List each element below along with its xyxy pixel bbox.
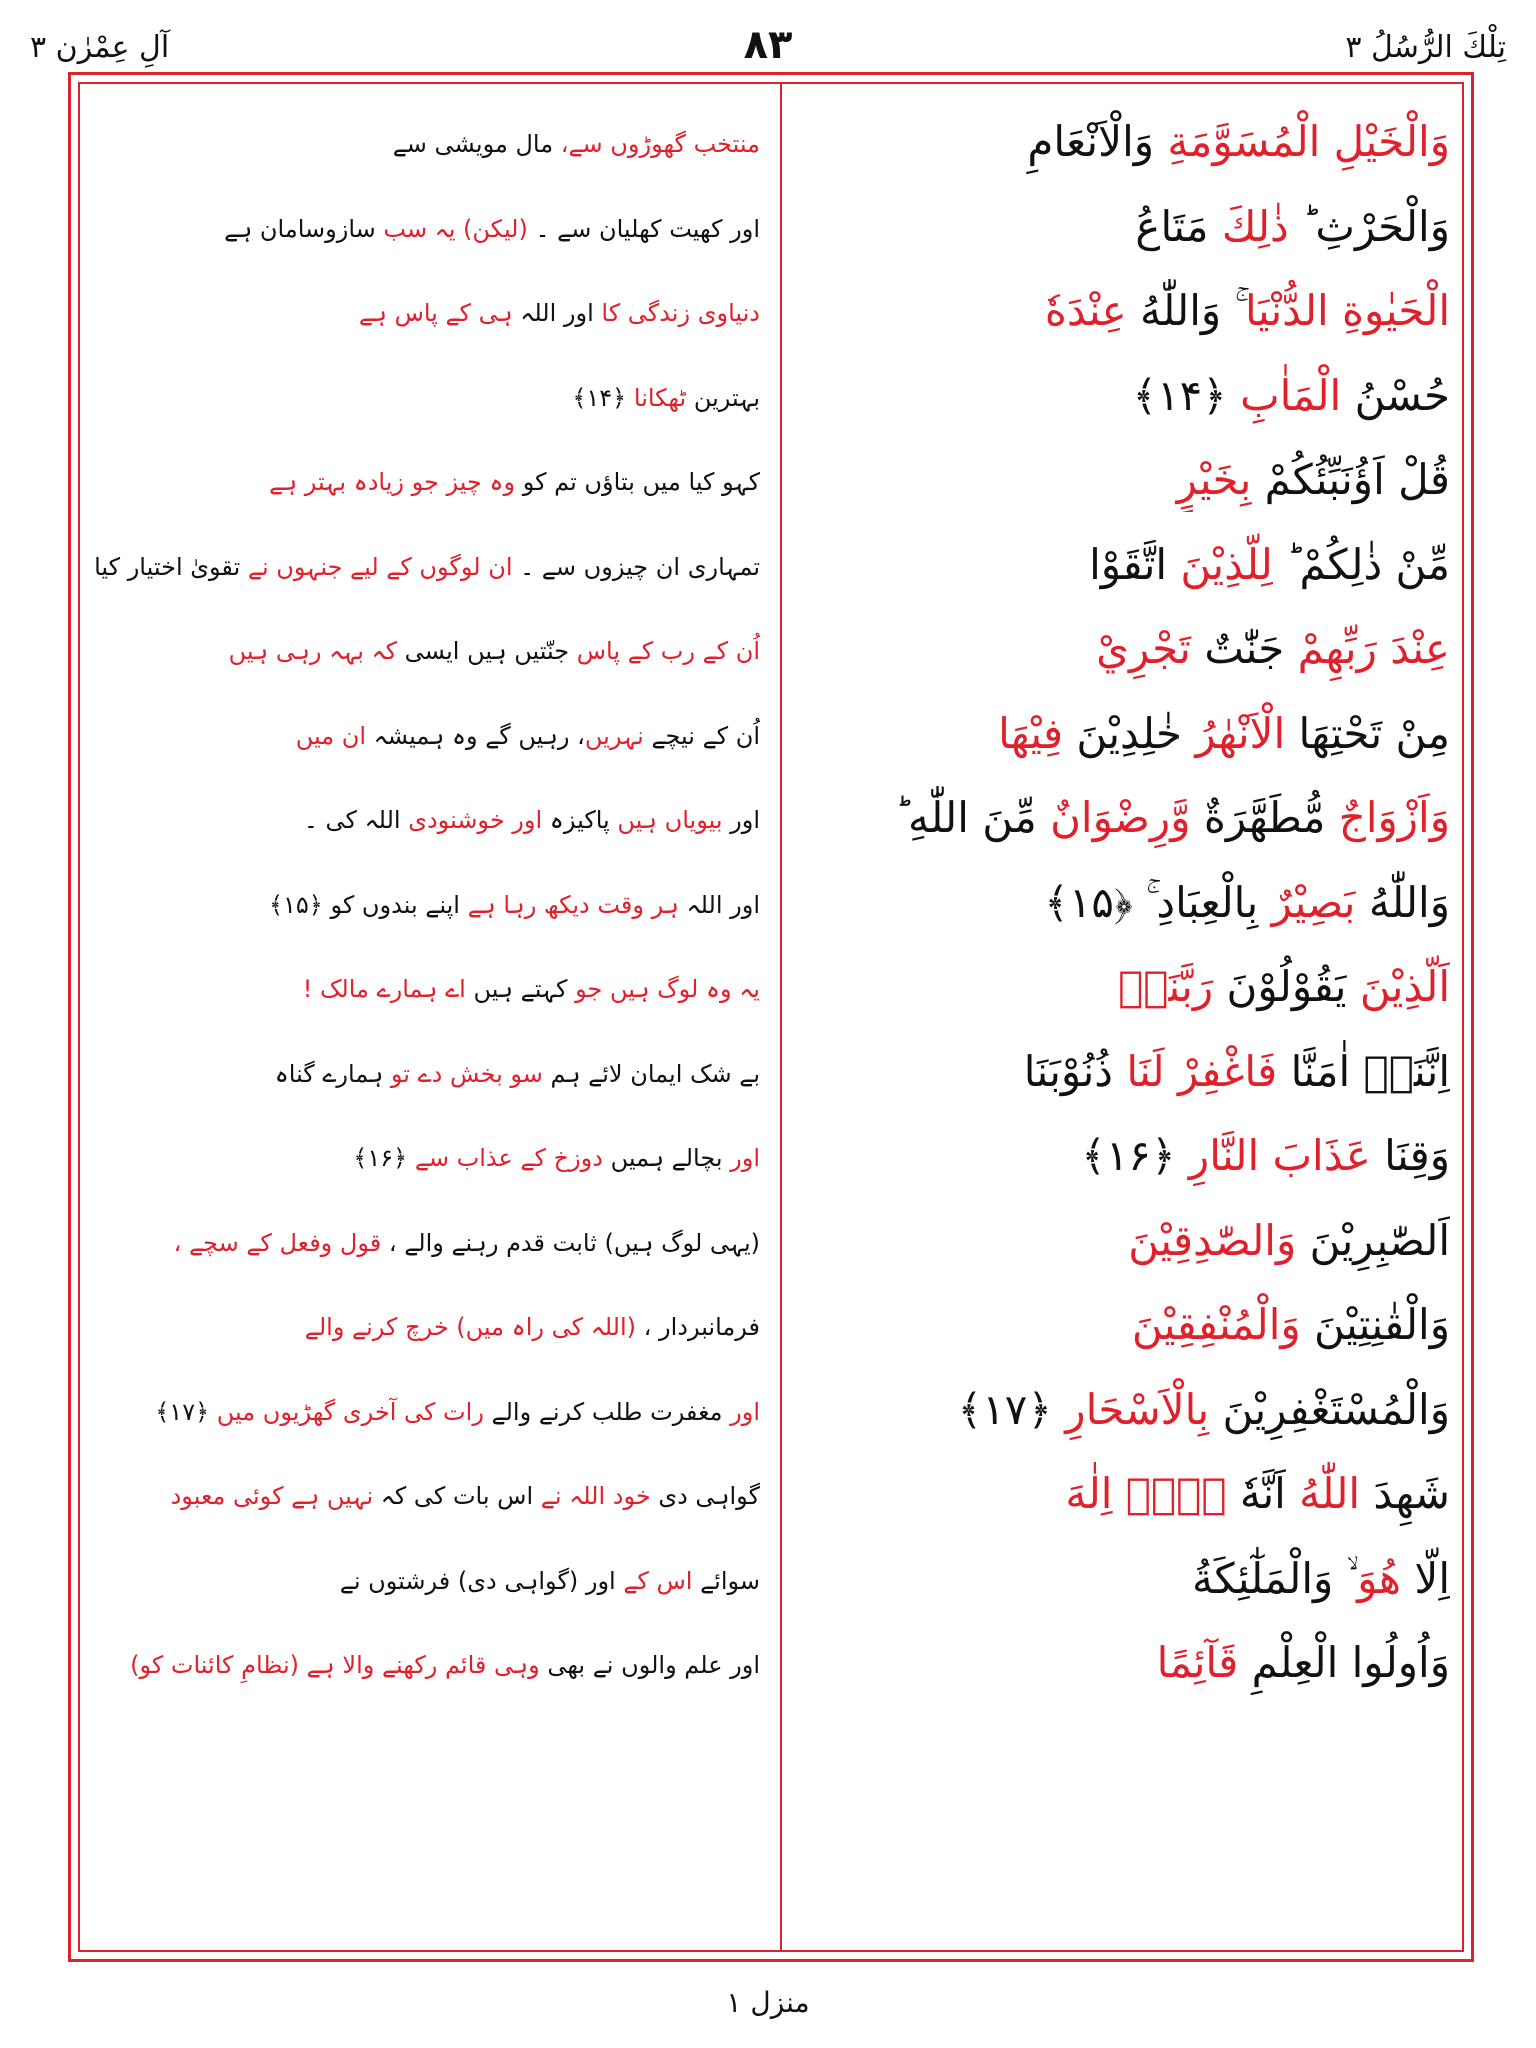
arabic-verse: [790, 1209, 1450, 1273]
arabic-segment: خٰلِدِيْنَ: [1063, 708, 1196, 758]
arabic-segment: اَلصّٰبِرِيْنَ: [1296, 1215, 1450, 1265]
urdu-segment: اور: [722, 806, 760, 834]
arabic-verse: [790, 955, 1450, 1019]
verse-row: [80, 607, 1462, 691]
verse-row: [80, 269, 1462, 353]
urdu-segment: نہیں ہے کوئی معبود: [170, 1482, 374, 1510]
verse-row: [80, 1283, 1462, 1367]
arabic-verse: [790, 871, 1450, 935]
arabic-segment: وَالْمُنْفِقِيْنَ: [1131, 1300, 1301, 1349]
urdu-segment: ، رہیں گے وہ ہمیشہ: [366, 721, 585, 750]
arabic-verse: [790, 448, 1450, 512]
urdu-segment: مال مویشی سے: [392, 130, 554, 158]
urdu-segment: ﴿۱۶﴾: [353, 1144, 415, 1172]
verse-row: [80, 1621, 1462, 1705]
verse-row: [80, 861, 1462, 945]
verse-row: [80, 354, 1462, 438]
urdu-segment: ہمارے گناہ: [274, 1059, 391, 1088]
verse-row: [80, 1199, 1462, 1283]
arabic-segment: ﴿۱۶﴾: [1081, 1131, 1189, 1180]
arabic-segment: اِنَّنَاۤ اٰمَنَّا: [1277, 1046, 1450, 1096]
arabic-segment: ﴿۱۷﴾: [957, 1384, 1066, 1434]
urdu-translation: [92, 967, 760, 1011]
verse-row: [80, 692, 1462, 776]
arabic-verse: [790, 1547, 1450, 1611]
urdu-segment: ﴿۱۷﴾: [155, 1397, 217, 1426]
arabic-segment: قَآئِمًا: [1156, 1638, 1239, 1687]
urdu-translation: [92, 883, 760, 927]
urdu-segment: ان میں: [295, 721, 367, 750]
arabic-segment: الْحَيٰوةِ الدُّنْيَا: [1245, 286, 1450, 335]
arabic-segment: الْمَاٰبِ: [1240, 370, 1342, 420]
arabic-segment: بِالْعِبَادِ ۚ ﴿۱۵﴾: [1044, 877, 1272, 927]
arabic-verse: [790, 786, 1450, 850]
arabic-segment: اِلَّا: [1401, 1553, 1450, 1603]
arabic-segment: فَاغْفِرْ لَنَا: [1126, 1046, 1278, 1096]
urdu-segment: اللہ کی ۔: [303, 806, 409, 834]
urdu-segment: (لیکن) یہ سب: [383, 214, 528, 243]
urdu-segment: نہریں: [584, 721, 644, 750]
arabic-segment: وَالْقٰنِتِيْنَ: [1300, 1300, 1450, 1349]
urdu-segment: وہ چیز جو زیادہ بہتر ہے: [269, 468, 516, 496]
urdu-translation: [92, 291, 760, 335]
arabic-verse: [790, 364, 1450, 428]
urdu-segment: سو بخش دے تو: [390, 1059, 543, 1088]
urdu-segment: (یہی لوگ ہیں) ثابت قدم رہنے والے ،: [381, 1228, 760, 1257]
arabic-segment: وَالْاَنْعَامِ: [1027, 117, 1168, 166]
urdu-segment: سوائے: [692, 1566, 760, 1595]
urdu-translation: [92, 1643, 760, 1687]
surah-name: آلِ عِمْرٰن ۳: [30, 30, 170, 65]
urdu-segment: تقویٰ اختیار کیا: [94, 552, 248, 581]
urdu-segment: کہتے ہیں: [465, 975, 576, 1003]
arabic-segment: ذٰلِكَ: [1221, 201, 1289, 251]
urdu-segment: اور: [722, 1144, 760, 1172]
arabic-segment: شَهِدَ: [1360, 1469, 1450, 1518]
arabic-segment: ﴿۱۴﴾: [1132, 370, 1241, 420]
arabic-verse: [790, 1293, 1450, 1357]
verse-row: [80, 438, 1462, 522]
arabic-segment: اَنَّهٗ: [1226, 1469, 1300, 1518]
arabic-verse: [790, 533, 1450, 597]
arabic-segment: لَاۤ اِلٰهَ: [1065, 1469, 1227, 1518]
arabic-segment: مُّطَهَّرَةٌ: [1190, 793, 1339, 842]
urdu-translation: [92, 1390, 760, 1434]
arabic-segment: مِّنَ اللّٰهِ ؕ: [894, 793, 1051, 842]
arabic-segment: وَالصّٰدِقِيْنَ: [1128, 1215, 1297, 1265]
arabic-verse: [790, 1040, 1450, 1104]
urdu-segment: اور اللہ: [678, 890, 760, 919]
arabic-segment: الْاَنْهٰرُ: [1195, 708, 1286, 758]
urdu-segment: ﴿۱۴﴾: [572, 383, 634, 412]
urdu-segment: اُن کے نیچے: [643, 721, 760, 750]
urdu-translation: [92, 376, 760, 420]
manzil-label: منزل ۱: [726, 1986, 810, 2019]
urdu-segment: اس کے: [623, 1566, 693, 1595]
urdu-segment: اور کھیت کھلیان سے ۔: [527, 214, 760, 243]
urdu-segment: خود اللہ نے: [540, 1482, 651, 1510]
arabic-segment: عِنْدَ رَبِّهِمْ: [1297, 624, 1450, 673]
urdu-segment: (اللہ کی راہ میں) خرچ کرنے والے: [304, 1313, 636, 1341]
arabic-segment: وَّرِضْوَانٌ: [1050, 793, 1191, 842]
urdu-segment: ہر وقت دیکھ رہا ہے: [467, 890, 679, 919]
arabic-segment: مِنْ تَحْتِهَا: [1285, 708, 1450, 758]
urdu-segment: کہو کیا میں بتاؤں تم کو: [515, 468, 760, 496]
arabic-segment: وَاللّٰهُ: [1355, 877, 1450, 927]
verse-table: [80, 100, 1462, 1940]
urdu-segment: اور خوشنودی: [408, 806, 543, 834]
arabic-segment: وَاُولُوا الْعِلْمِ: [1238, 1638, 1450, 1687]
urdu-segment: قول وفعل کے سچے ،: [173, 1228, 382, 1257]
urdu-segment: کہ بہہ رہی ہیں: [228, 637, 398, 665]
urdu-segment: دنیاوی زندگی کا: [601, 299, 760, 327]
arabic-verse: [790, 1378, 1450, 1442]
urdu-segment: ہی کے پاس ہے: [358, 299, 513, 327]
arabic-segment: حُسْنُ: [1341, 370, 1450, 420]
arabic-segment: اَلَّذِيْنَ: [1359, 962, 1450, 1011]
arabic-segment: بِخَيْرٍ: [1176, 455, 1252, 504]
arabic-segment: مَتَاعُ: [1135, 201, 1222, 251]
urdu-translation: [92, 714, 760, 758]
urdu-translation: [92, 1052, 760, 1096]
verse-row: [80, 1452, 1462, 1536]
arabic-segment: ذُنُوْبَنَا: [1023, 1046, 1127, 1096]
urdu-translation: [92, 1305, 760, 1349]
urdu-translation: [92, 1136, 760, 1180]
urdu-segment: اس بات کی کہ: [373, 1482, 541, 1510]
arabic-segment: جَنّٰتٌ: [1190, 624, 1298, 673]
verse-row: [80, 523, 1462, 607]
arabic-verse: [790, 279, 1450, 343]
verse-row: [80, 945, 1462, 1029]
urdu-segment: بچالے ہمیں: [602, 1144, 723, 1172]
urdu-segment: سازوسامان ہے: [224, 214, 384, 243]
arabic-segment: بَصِيْرٌ: [1271, 877, 1356, 927]
urdu-translation: [92, 122, 760, 166]
arabic-segment: ۙ وَالْمَلٰٓئِكَةُ: [1191, 1553, 1358, 1603]
page-number: ۸۳: [743, 22, 793, 68]
urdu-segment: اور اللہ: [512, 299, 602, 327]
verse-row: [80, 1368, 1462, 1452]
arabic-segment: وَالْحَرْثِ ؕ: [1288, 201, 1450, 251]
urdu-segment: بہترین: [686, 383, 760, 412]
urdu-segment: دوزخ کے عذاب سے: [414, 1144, 603, 1172]
arabic-segment: وَالْخَيْلِ الْمُسَوَّمَةِ: [1167, 117, 1450, 166]
arabic-segment: وَاَزْوَاجٌ: [1338, 793, 1450, 842]
arabic-segment: لِلَّذِيْنَ: [1180, 539, 1273, 589]
urdu-segment: بیویاں ہیں: [617, 806, 723, 834]
arabic-verse: [790, 702, 1450, 766]
urdu-segment: فرمانبردار ،: [636, 1313, 760, 1341]
urdu-segment: وہی قائم رکھنے والا ہے (نظامِ کائنات کو): [130, 1651, 540, 1679]
arabic-verse: [790, 195, 1450, 259]
verse-row: [80, 1114, 1462, 1198]
urdu-translation: [92, 1221, 760, 1265]
verse-row: [80, 1030, 1462, 1114]
arabic-verse: [790, 617, 1450, 681]
arabic-segment: فِيْهَا: [998, 708, 1064, 758]
urdu-translation: [92, 629, 760, 673]
urdu-segment: ان لوگوں کے لیے جنہوں نے: [247, 552, 513, 581]
arabic-segment: رَبَّنَاۤ: [1118, 962, 1214, 1011]
urdu-segment: ٹھکانا: [633, 383, 687, 412]
urdu-translation: [92, 207, 760, 251]
juz-name: تِلْكَ الرُّسُلُ ۳: [1345, 30, 1506, 65]
urdu-segment: منتخب گھوڑوں سے،: [553, 130, 760, 158]
arabic-segment: اللّٰهُ: [1299, 1469, 1361, 1518]
urdu-segment: رات کی آخری گھڑیوں میں: [216, 1397, 484, 1426]
urdu-segment: تمہاری ان چیزوں سے ۔: [512, 552, 760, 581]
urdu-segment: اُن کے رب کے پاس: [576, 637, 760, 665]
urdu-translation: [92, 798, 760, 842]
verse-row: [80, 185, 1462, 269]
arabic-segment: مِّنْ ذٰلِكُمْ ؕ: [1272, 539, 1450, 589]
arabic-segment: تَجْرِيْ: [1096, 624, 1191, 673]
arabic-segment: وَالْمُسْتَغْفِرِيْنَ: [1209, 1384, 1450, 1434]
arabic-segment: قُلْ اَؤُنَبِّئُكُمْ: [1251, 455, 1450, 504]
verse-row: [80, 776, 1462, 860]
arabic-verse: [790, 1124, 1450, 1188]
arabic-segment: هُوَ: [1357, 1553, 1402, 1603]
arabic-verse: [790, 1631, 1450, 1695]
page-header: [0, 0, 1536, 70]
urdu-segment: بے شک ایمان لائے ہم: [542, 1059, 760, 1088]
urdu-translation: [92, 545, 760, 589]
urdu-segment: اور علم والوں نے بھی: [539, 1651, 760, 1679]
urdu-segment: پاکیزہ: [542, 806, 618, 834]
urdu-segment: جنّتیں ہیں ایسی: [397, 637, 577, 665]
urdu-segment: اپنے بندوں کو ﴿۱۵﴾: [268, 890, 468, 919]
arabic-segment: اتَّقَوْا: [1089, 539, 1181, 589]
urdu-translation: [92, 1474, 760, 1518]
arabic-segment: ۚ وَاللّٰهُ: [1126, 286, 1246, 335]
arabic-segment: يَقُوْلُوْنَ: [1213, 962, 1360, 1011]
arabic-verse: [790, 110, 1450, 174]
arabic-verse: [790, 1462, 1450, 1526]
verse-row: [80, 1537, 1462, 1621]
arabic-segment: عَذَابَ النَّارِ: [1188, 1131, 1385, 1180]
arabic-segment: بِالْاَسْحَارِ: [1065, 1384, 1210, 1434]
urdu-translation: [92, 460, 760, 504]
verse-row: [80, 100, 1462, 184]
urdu-segment: یہ وہ لوگ ہیں جو: [575, 975, 760, 1003]
arabic-segment: وَقِنَا: [1384, 1131, 1450, 1180]
urdu-translation: [92, 1559, 760, 1603]
urdu-segment: گواہی دی: [650, 1482, 760, 1510]
arabic-segment: عِنْدَهٗ: [1044, 286, 1127, 335]
urdu-segment: مغفرت طلب کرنے والے: [483, 1397, 723, 1426]
urdu-segment: اور: [722, 1397, 760, 1426]
urdu-segment: اور (گواہی دی) فرشتوں نے: [339, 1566, 624, 1595]
urdu-segment: اے ہمارے مالک !: [302, 975, 466, 1003]
